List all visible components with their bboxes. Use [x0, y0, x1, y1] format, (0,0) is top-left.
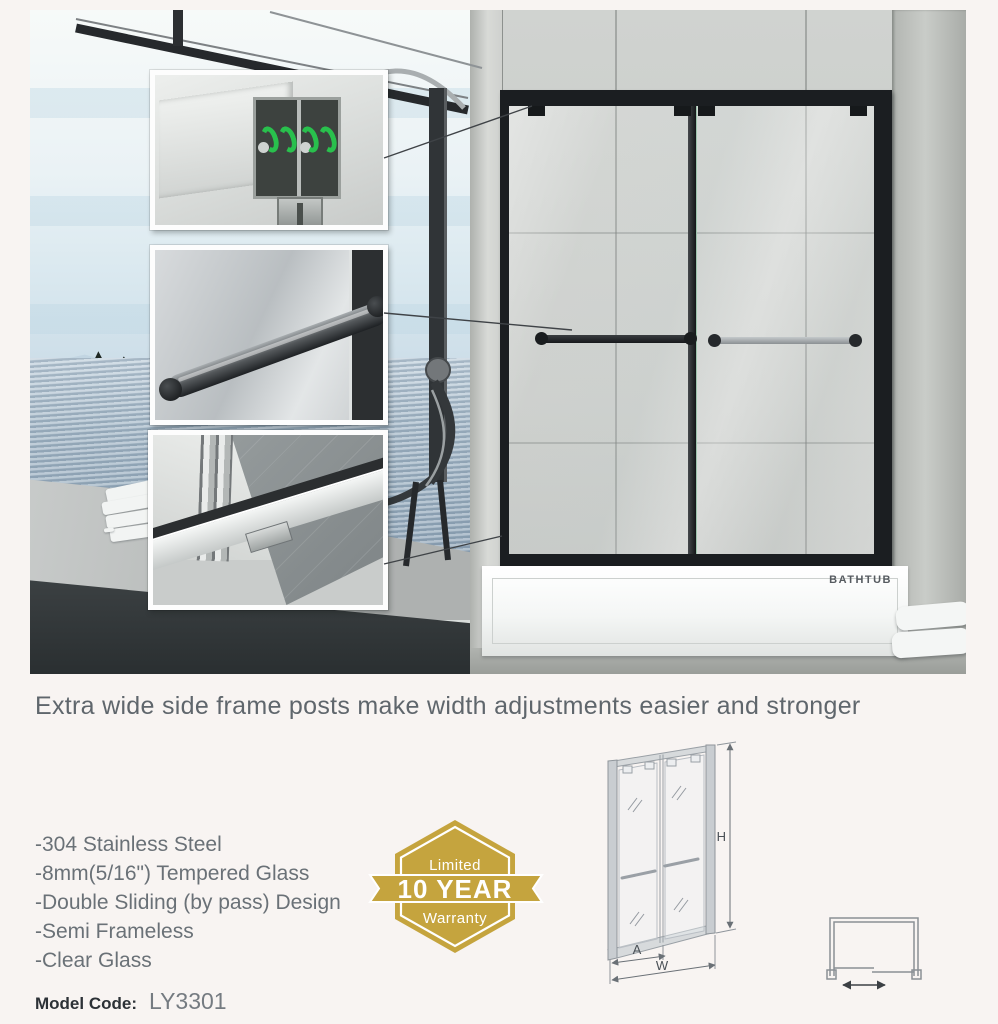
badge-bottom-text: Warranty [422, 910, 488, 927]
sliding-glass-panels [509, 106, 874, 554]
roller-cavity-art [253, 97, 341, 199]
feature-list [35, 830, 341, 975]
shower-door-frame [500, 90, 892, 568]
bathtub-apron [482, 566, 908, 656]
model-code-label: Model Code: [35, 994, 137, 1013]
feature-item: -Semi Frameless [35, 920, 194, 943]
overall-dim-label: W [655, 958, 669, 973]
model-code-line [35, 988, 227, 1015]
roller-clamp [674, 106, 691, 116]
technical-diagram [596, 736, 772, 1008]
apron-panel-outline [492, 578, 898, 644]
panel-dim-label: A [632, 942, 642, 957]
roller-clamp [528, 106, 545, 116]
badge-middle-text: 10 YEAR [397, 874, 513, 904]
bathtub-label: BATHTUB [829, 574, 892, 586]
feature-item: -Clear Glass [35, 949, 152, 972]
headline: Extra wide side frame posts make width adjustments easier and stronger [35, 692, 861, 720]
feature-item: -Double Sliding (by pass) Design [35, 891, 341, 914]
right-wall-column [892, 10, 966, 652]
roller-clamp [698, 106, 715, 116]
towel-bar-handle [713, 337, 857, 344]
panel-divider [688, 106, 696, 554]
inset-handle-detail [150, 245, 388, 425]
feature-item: -8mm(5/16") Tempered Glass [35, 862, 310, 885]
towel-art [891, 627, 966, 658]
green-roller-art [316, 124, 340, 155]
handle-cap-art [159, 378, 182, 401]
inset-roller-detail [150, 70, 388, 230]
feature-item: -304 Stainless Steel [35, 833, 222, 856]
hero-photo [30, 10, 966, 674]
warranty-badge [368, 810, 544, 960]
glass-clamp-art [277, 197, 323, 229]
towel-bar-handle [540, 335, 692, 343]
right-post [706, 745, 715, 934]
inset-bottom-track-detail [148, 430, 388, 610]
badge-top-text: Limited [429, 857, 481, 874]
left-post [608, 760, 617, 960]
roller-clamp [850, 106, 867, 116]
return-wall [470, 10, 503, 660]
model-code-value: LY3301 [149, 988, 227, 1014]
top-view-diagram [806, 906, 958, 992]
towel-art [895, 601, 966, 631]
height-dim-label: H [716, 829, 726, 844]
folded-towels-art [892, 602, 966, 672]
handle-cap-art [367, 296, 388, 317]
door-frame-edge-art [349, 250, 383, 420]
